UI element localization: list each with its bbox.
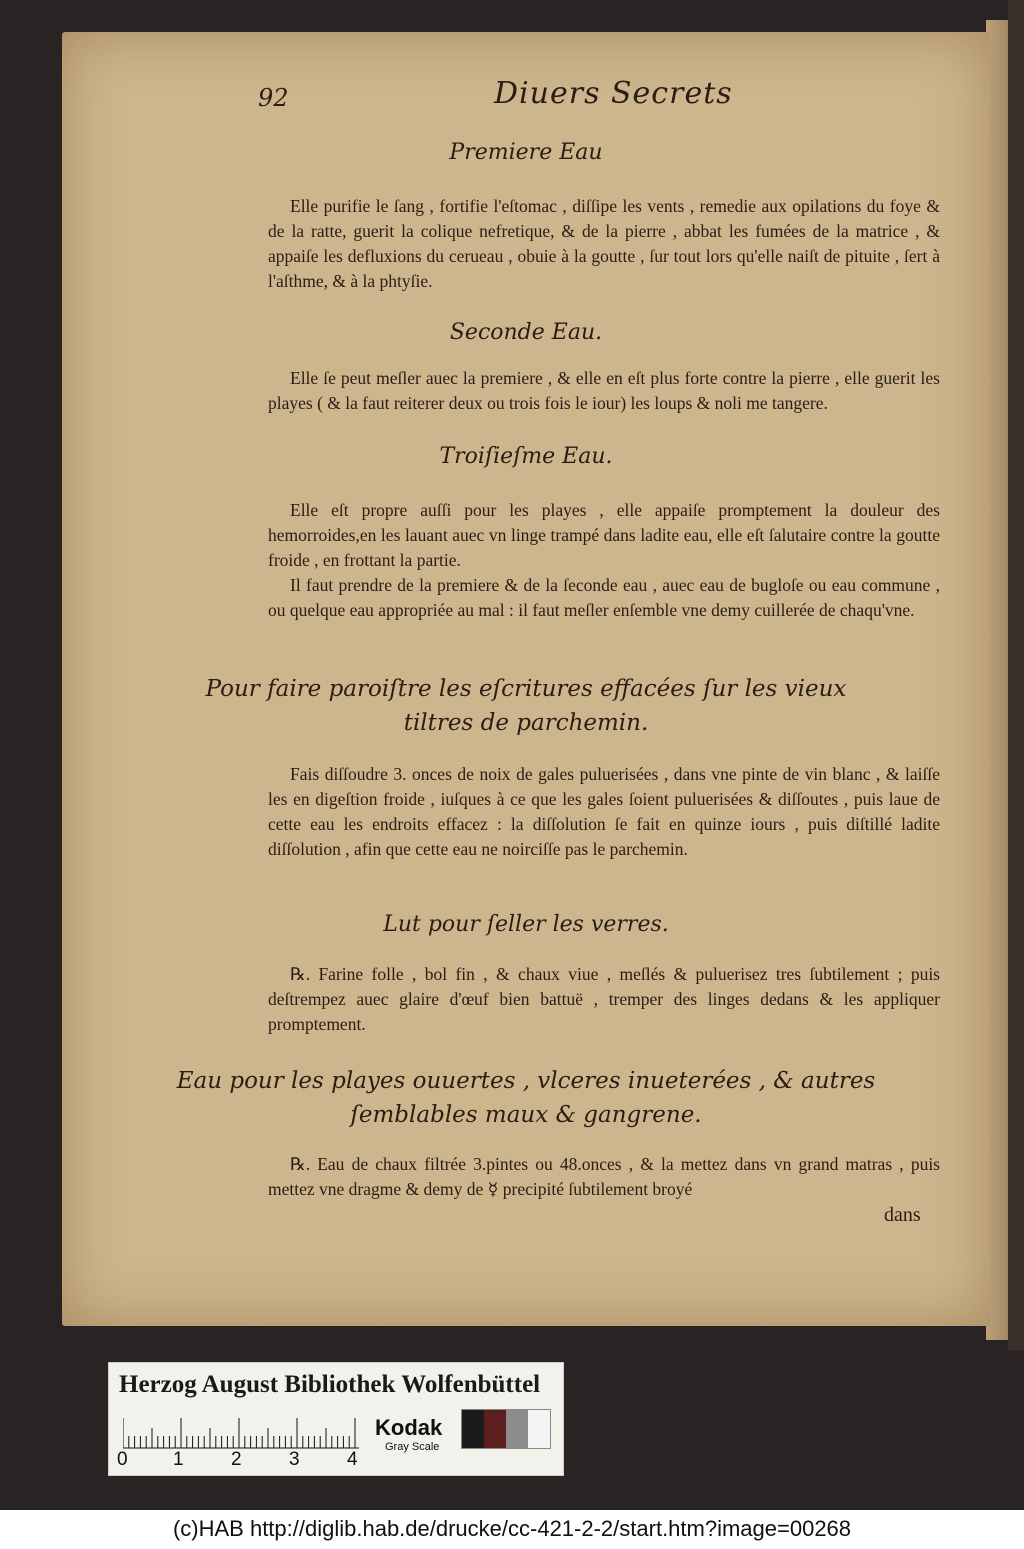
ruler-numbers xyxy=(117,1449,367,1471)
heading-line: tiltres de parchemin. xyxy=(403,710,649,736)
gray-swatch xyxy=(528,1410,550,1448)
section-heading-1: Premiere Eau xyxy=(449,140,603,165)
section-body-3 xyxy=(268,498,940,623)
section-body-2 xyxy=(268,366,940,416)
book-page xyxy=(62,32,990,1326)
ruler-scale xyxy=(123,1415,359,1449)
ruler-number: 2 xyxy=(231,1449,242,1470)
paragraph: Il faut prendre de la premiere & de la ſeconde eau , auec eau de bugloſe ou eau commune , ou quelque eau appropriée au mal : il faut meſler enſemble vne demy cuillerée de chaqu'vne. xyxy=(268,575,940,620)
section-heading-2: Seconde Eau. xyxy=(449,320,603,345)
ruler-number: 3 xyxy=(289,1449,300,1470)
catchword: dans xyxy=(884,1204,921,1226)
gray-swatch xyxy=(462,1410,484,1448)
institution-name: Herzog August Bibliothek Wolfenbüttel xyxy=(119,1371,541,1398)
paragraph: Elle ſe peut meſler auec la premiere , & elle en eſt plus forte contre la pierre , elle guerit les playes ( & la faut reiterer deux ou trois fois le iour) les loups & noli me tangere. xyxy=(268,368,940,413)
section-heading-4 xyxy=(62,672,990,740)
gray-swatches xyxy=(461,1409,551,1449)
section-body-5 xyxy=(268,962,940,1037)
paragraph: Fais diſſoudre 3. onces de noix de gales puluerisées , dans vne pinte de vin blanc , & laiſſe les en digeſtion froide , iuſques à ce que les gales ſoient puluerisées & diſſoutes , puis laue de cette eau les endroits effacez : la diſſolution ſe fait en quinze iours , puis diſtillé ladite diſſolution , afin que cette eau ne noirciſſe pas le parchemin. xyxy=(268,764,940,859)
page-edge-dark xyxy=(1008,0,1024,1350)
paragraph: Elle purifie le ſang , fortifie l'eſtomac , diſſipe les vents , remedie aux opilations du foye & de la ratte, guerit la colique nefretique, & de la pierre , abbat les fumées de la matrice , & appaiſe les defluxions du cerueau , obuie à la goutte , ſur tout lors qu'elle naiſt de pituite , ſert à l'aſthme, & à la phtyſie. xyxy=(268,196,940,291)
copyright-url: (c)HAB http://diglib.hab.de/drucke/cc-421-2-2/start.htm?image=00268 xyxy=(172,1516,852,1541)
paragraph: ℞. Farine folle , bol fin , & chaux viue , meſlés & puluerisez tres ſubtilement ; puis deſtrempez auec glaire d'œuf bien battuë , tremper des linges dedans & les appliquer promptement. xyxy=(268,964,940,1034)
ruler-number: 0 xyxy=(117,1449,128,1470)
page-number: 92 xyxy=(258,84,289,112)
heading-line: Pour faire paroiſtre les eſcritures effacées ſur les vieux xyxy=(205,676,847,702)
ruler-number: 4 xyxy=(347,1449,358,1470)
paragraph: ℞. Eau de chaux filtrée 3.pintes ou 48.onces , & la mettez dans vn grand matras , puis mettez vne dragme & demy de ☿ precipité ſubtilement broyé xyxy=(268,1154,940,1199)
section-heading-5: Lut pour ſeller les verres. xyxy=(383,912,669,937)
section-heading-3: Troiſieſme Eau. xyxy=(439,444,613,469)
section-heading-6 xyxy=(62,1064,990,1132)
section-body-1 xyxy=(268,194,940,294)
gray-swatch xyxy=(506,1410,528,1448)
section-body-4 xyxy=(268,762,940,862)
paragraph: Elle eſt propre auſſi pour les playes , elle appaiſe promptement la douleur des hemorroides,en les lauant auec vn linge trampé dans ladite eau, elle eſt ſalutaire contre la goutte froide , en frottant la partie. xyxy=(268,500,940,570)
footer xyxy=(0,1510,1024,1549)
running-head: Diuers Secrets xyxy=(494,76,733,111)
brand-label: Kodak xyxy=(375,1415,443,1440)
section-body-6 xyxy=(268,1152,940,1202)
scale-label: Gray Scale xyxy=(385,1441,440,1453)
gray-swatch xyxy=(484,1410,506,1448)
color-calibration-bar xyxy=(108,1362,564,1476)
ruler-number: 1 xyxy=(173,1449,184,1470)
heading-line: ſemblables maux & gangrene. xyxy=(350,1102,702,1128)
heading-line: Eau pour les playes ouuertes , vlceres inueterées , & autres xyxy=(176,1068,876,1094)
